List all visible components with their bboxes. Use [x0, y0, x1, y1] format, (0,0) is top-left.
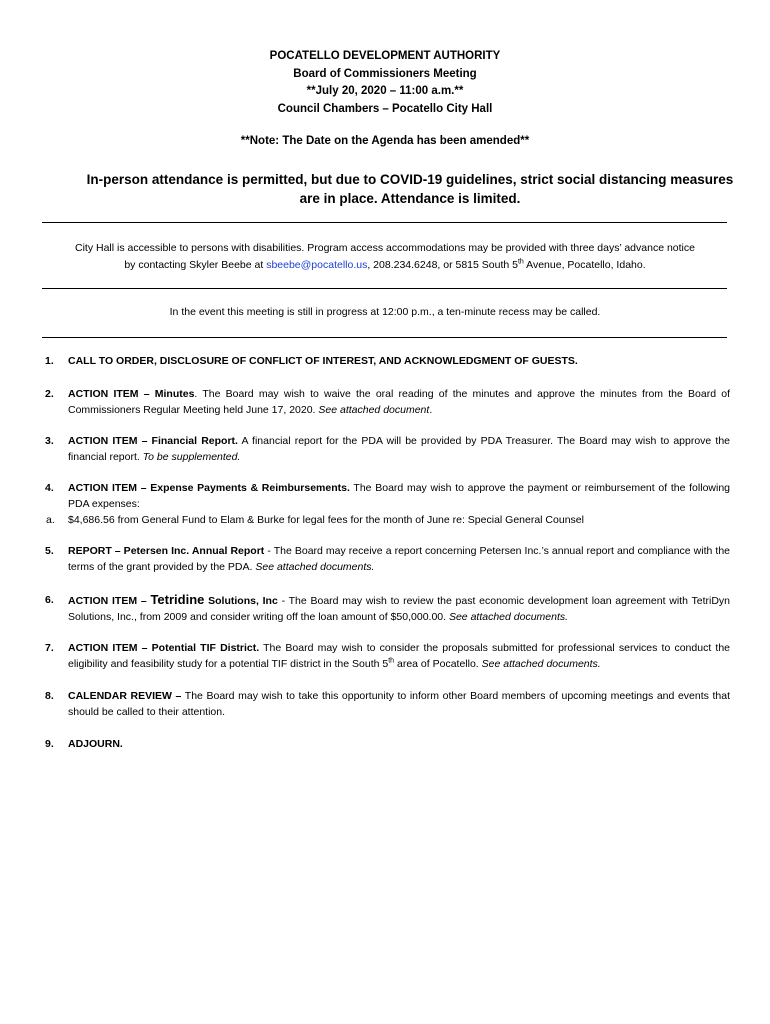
- item-number: 2.: [45, 388, 54, 400]
- recess-notice: In the event this meeting is still in progress at 12:00 p.m., a ten-minute recess may be called.: [169, 306, 601, 318]
- item-title: CALENDAR REVIEW –: [68, 690, 182, 702]
- item-text: The Board may wish to take this opportunity to inform other Board members of upcoming meetings and events that should be called to their attention.: [68, 690, 730, 718]
- contact-text: by contacting Skyler Beebe at: [124, 259, 267, 271]
- item-title-company: Tetridine: [150, 592, 205, 607]
- divider: [42, 222, 727, 223]
- item-number: 8.: [45, 690, 54, 702]
- meeting-date: **July 20, 2020 – 11:00 a.m.**: [306, 85, 464, 97]
- item-number: 1.: [45, 355, 54, 367]
- item-text: The Board may wish to approve the payment or reimbursement of the following PDA expenses:: [68, 482, 730, 510]
- item-attachment-note: To be supplemented.: [142, 451, 241, 463]
- item-attachment-note: See attached document: [318, 404, 430, 416]
- item-text: . The Board may wish to waive the oral reading of the minutes and approve the minutes from the Board of Commissioners Regular Meeting held June 17, 2020.: [68, 388, 730, 416]
- item-title: ACTION ITEM – Expense Payments & Reimbursements.: [68, 482, 350, 494]
- item-title: REPORT – Petersen Inc. Annual Report: [68, 545, 265, 557]
- item-number: 7.: [45, 642, 54, 654]
- item-number: 3.: [45, 435, 54, 447]
- contact-details: , 208.234.6248, or 5815 South 5: [367, 259, 518, 271]
- item-text: The Board may wish to consider the proposals submitted for professional services to conduct the eligibility and feasibility study for a potential TIF district in the South 5: [68, 642, 730, 670]
- meeting-name: Board of Commissioners Meeting: [293, 67, 477, 80]
- expense-subitem: [46, 512, 730, 528]
- item-text: A financial report for the PDA will be provided by PDA Treasurer. The Board may wish to approve the financial report.: [68, 435, 730, 463]
- organization-name: POCATELLO DEVELOPMENT AUTHORITY: [269, 50, 501, 62]
- amendment-note: **Note: The Date on the Agenda has been amended**: [240, 135, 530, 147]
- subitem-letter: a.: [46, 514, 55, 526]
- item-number: 5.: [45, 545, 54, 557]
- item-title: ADJOURN.: [68, 738, 123, 750]
- item-title: ACTION ITEM –: [68, 595, 151, 607]
- item-title: CALL TO ORDER, DISCLOSURE OF CONFLICT OF INTEREST, AND ACKNOWLEDGMENT OF GUESTS.: [68, 355, 578, 367]
- accessibility-notice: [30, 240, 740, 274]
- covid-notice-line-1: In-person attendance is permitted, but due to COVID-19 guidelines, strict social distancing measures: [86, 172, 734, 187]
- meeting-location: Council Chambers – Pocatello City Hall: [277, 102, 493, 115]
- item-attachment-note: See attached documents.: [481, 658, 601, 670]
- divider: [42, 288, 727, 289]
- item-text: - The Board may receive a report concerning Petersen Inc.’s annual report and compliance with the terms of the grant provided by the PDA.: [68, 545, 730, 573]
- item-title: ACTION ITEM – Financial Report.: [68, 435, 238, 447]
- item-attachment-note: See attached documents.: [448, 611, 569, 623]
- item-title: ACTION ITEM – Potential TIF District.: [68, 642, 260, 654]
- item-title-suffix: Solutions, Inc: [204, 595, 278, 607]
- email-link[interactable]: sbeebe@pocatello.us: [266, 259, 368, 271]
- item-text-continued: area of Pocatello.: [394, 658, 482, 670]
- address-tail: Avenue, Pocatello, Idaho.: [523, 259, 646, 271]
- item-text-end: .: [429, 404, 433, 416]
- divider: [42, 337, 727, 338]
- ordinal-suffix: th: [517, 258, 524, 266]
- accessibility-line-2: [30, 257, 740, 274]
- item-number: 9.: [45, 738, 54, 750]
- item-number: 4.: [45, 482, 54, 494]
- item-number: 6.: [45, 594, 54, 606]
- ordinal-suffix: th: [388, 657, 395, 665]
- item-text: - The Board may wish to review the past economic development loan agreement with TetriDyn Solutions, Inc., from 2009 and consider writing off the loan amount of $50,000.00.: [68, 595, 731, 623]
- subitem-text: $4,686.56 from General Fund to Elam & Burke for legal fees for the month of June re: Special General Counsel: [68, 514, 584, 526]
- agenda-header: [0, 48, 770, 118]
- item-title: ACTION ITEM – Minutes: [68, 388, 195, 400]
- accessibility-line-1: City Hall is accessible to persons with disabilities. Program access accommodations may be provided with three days’ advance notice: [75, 242, 695, 254]
- covid-notice-line-2: are in place. Attendance is limited.: [299, 191, 521, 206]
- covid-notice: [70, 170, 750, 208]
- item-attachment-note: See attached documents.: [255, 561, 375, 573]
